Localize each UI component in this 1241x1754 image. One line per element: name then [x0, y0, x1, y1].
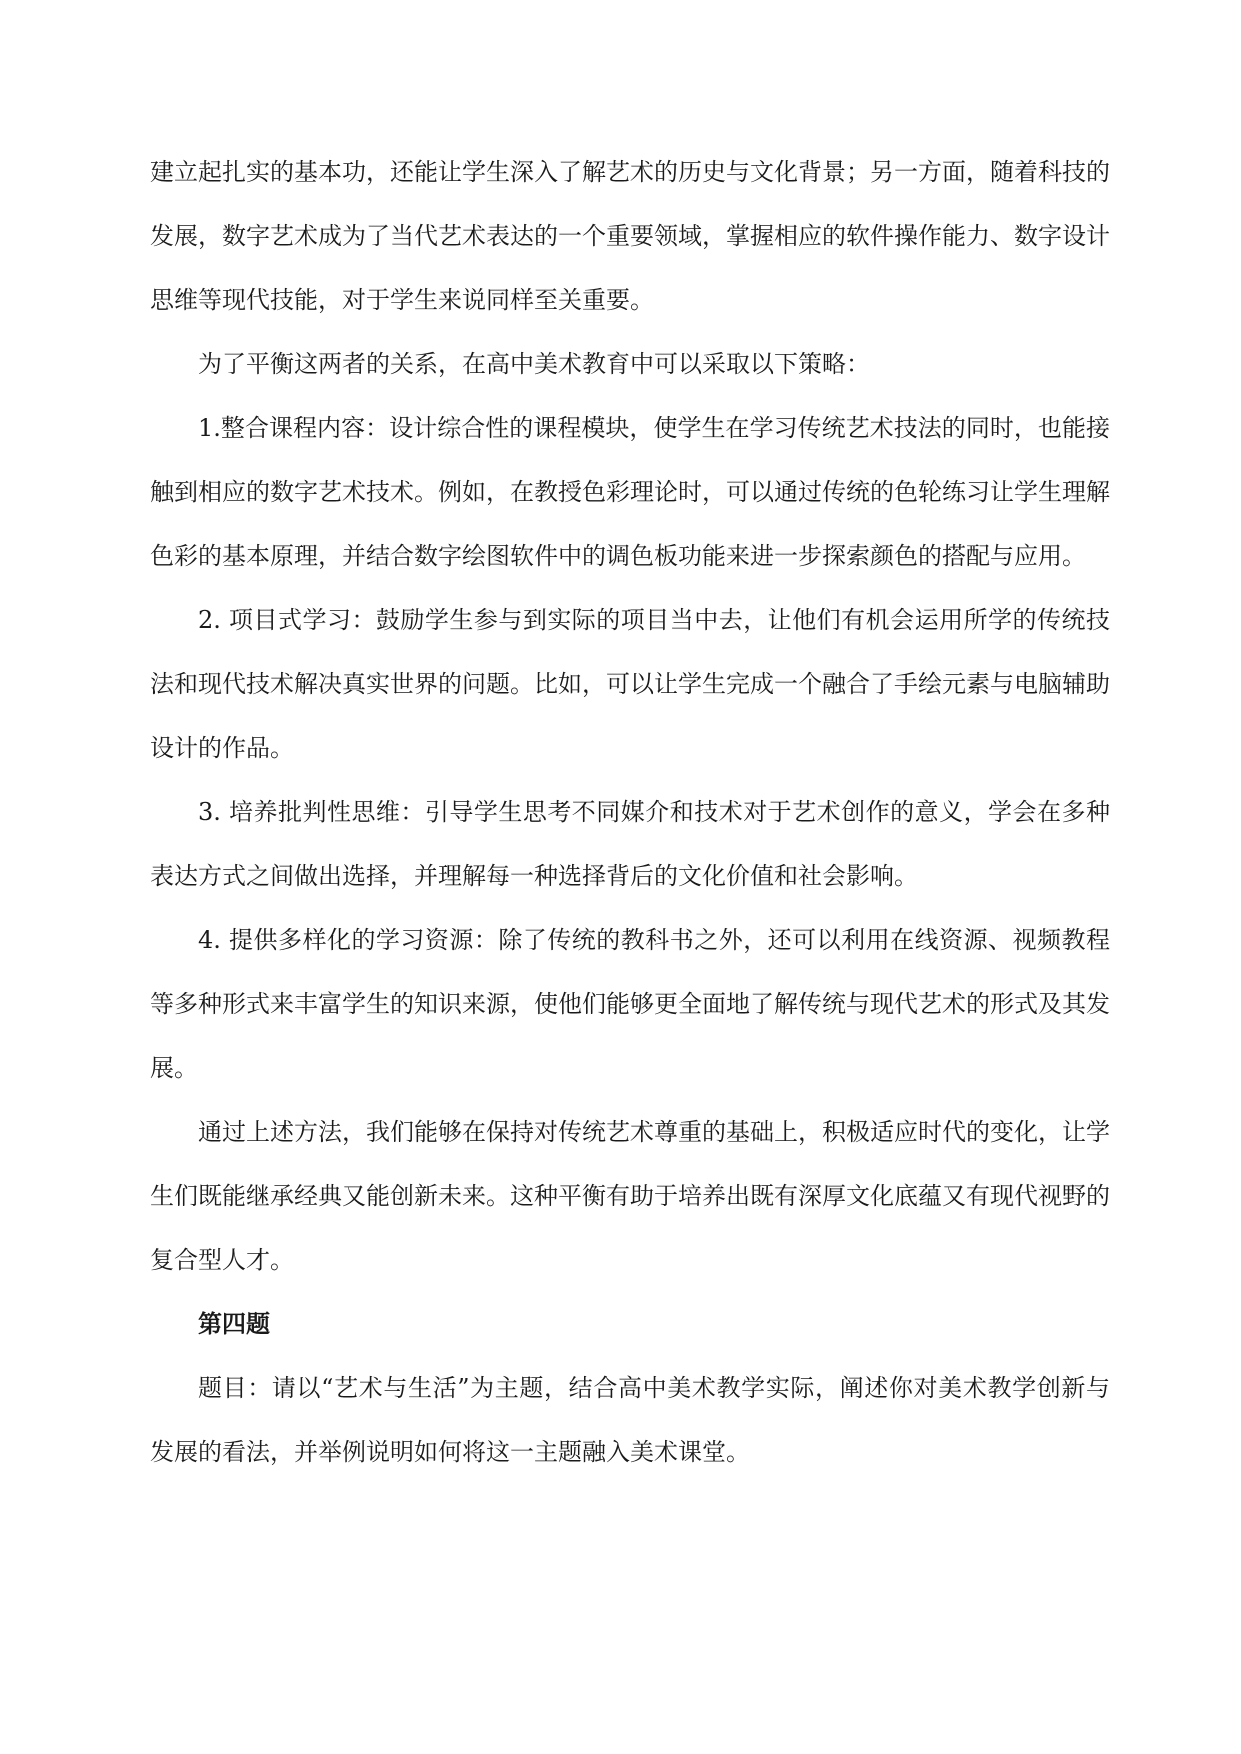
- paragraph-strategy-4: 4. 提供多样化的学习资源：除了传统的教科书之外，还可以利用在线资源、视频教程等多种形式来丰富学生的知识来源，使他们能够更全面地了解传统与现代艺术的形式及其发展。: [150, 926, 1110, 1082]
- section-heading: 第四题: [198, 1310, 270, 1338]
- paragraph-strategy-2: 2. 项目式学习：鼓励学生参与到实际的项目当中去，让他们有机会运用所学的传统技法和现代技术解决真实世界的问题。比如，可以让学生完成一个融合了手绘元素与电脑辅助设计的作品。: [150, 606, 1110, 762]
- paragraph-conclusion: 通过上述方法，我们能够在保持对传统艺术尊重的基础上，积极适应时代的变化，让学生们既能继承经典又能创新未来。这种平衡有助于培养出既有深厚文化底蕴又有现代视野的复合型人才。: [150, 1118, 1110, 1274]
- paragraph-continuation: 建立起扎实的基本功，还能让学生深入了解艺术的历史与文化背景；另一方面，随着科技的发展，数字艺术成为了当代艺术表达的一个重要领域，掌握相应的软件操作能力、数字设计思维等现代技能，对于学生来说同样至关重要。: [150, 158, 1110, 314]
- document-body: [150, 140, 1110, 1484]
- paragraph-strategy-3: 3. 培养批判性思维：引导学生思考不同媒介和技术对于艺术创作的意义，学会在多种表达方式之间做出选择，并理解每一种选择背后的文化价值和社会影响。: [150, 798, 1110, 890]
- question-paragraph: 题目：请以“艺术与生活”为主题，结合高中美术教学实际，阐述你对美术教学创新与发展的看法，并举例说明如何将这一主题融入美术课堂。: [150, 1374, 1110, 1466]
- paragraph-strategy-intro: 为了平衡这两者的关系，在高中美术教育中可以采取以下策略：: [198, 350, 870, 378]
- paragraph-strategy-1: 1.整合课程内容：设计综合性的课程模块，使学生在学习传统艺术技法的同时，也能接触到相应的数字艺术技术。例如，在教授色彩理论时，可以通过传统的色轮练习让学生理解色彩的基本原理，并结合数字绘图软件中的调色板功能来进一步探索颜色的搭配与应用。: [150, 414, 1110, 570]
